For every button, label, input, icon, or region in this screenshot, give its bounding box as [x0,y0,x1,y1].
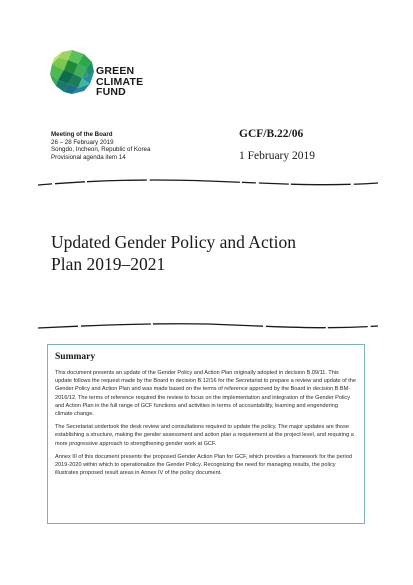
logo-line-green: GREEN [96,65,135,77]
gcf-logo-wordmark [96,66,143,98]
top-wavy-divider [38,176,378,190]
title-line-2: Plan 2019–2021 [51,254,166,274]
logo-line-climate: CLIMATE [96,75,144,88]
document-title [51,231,361,275]
meeting-location: Songdo, Incheon, Republic of Korea [51,146,151,154]
gcf-logo [48,48,168,110]
meeting-agenda-item: Provisional agenda item 14 [51,153,126,161]
summary-paragraph-1: This document presents an update of the Gender Policy and Action Plan originally adopted in decision B.09/11. This update follows the request made by the Board in decision B.12/16 for the Secretariat to prepare a review and update of the Gender Policy and Action Plan and was made based on the terms of reference approved by the Board in decision B.BM-2016/12. The terms of reference required the review to focus on the implementation and integration of the Gender Policy and Action Plan in the full range of GCF functions and activities in terms of accountability, learning and engendering climate change. [55,370,356,418]
meeting-info [51,131,201,161]
gcf-globe-icon [48,48,96,96]
document-date: 1 February 2019 [239,150,316,162]
meeting-dates: 26 – 28 February 2019 [51,138,114,146]
summary-heading: Summary [55,352,96,362]
title-line-1: Updated Gender Policy and Action [51,232,296,252]
document-code: GCF/B.22/06 [239,128,304,140]
bottom-wavy-divider [38,320,378,334]
meeting-title: Meeting of the Board [51,131,113,138]
logo-line-fund: FUND [96,86,126,98]
summary-paragraph-2: The Secretariat undertook the desk review and consultations required to update the policy. The major updates are those establishing a structure, making the gender assessment and action plan a requirement at the project level, and requiring a more progressive approach to strengthening gender work at GCF. [55,424,354,447]
summary-paragraph-3: Annex III of this document presents the proposed Gender Action Plan for GCF, which provides a framework for the period 2019-2020 within which to operationalize the Gender Policy. Recognizing the need for managing results, the policy illustrates proposed result areas in Annex IV of the policy document. [55,453,352,477]
summary-box [47,344,365,524]
